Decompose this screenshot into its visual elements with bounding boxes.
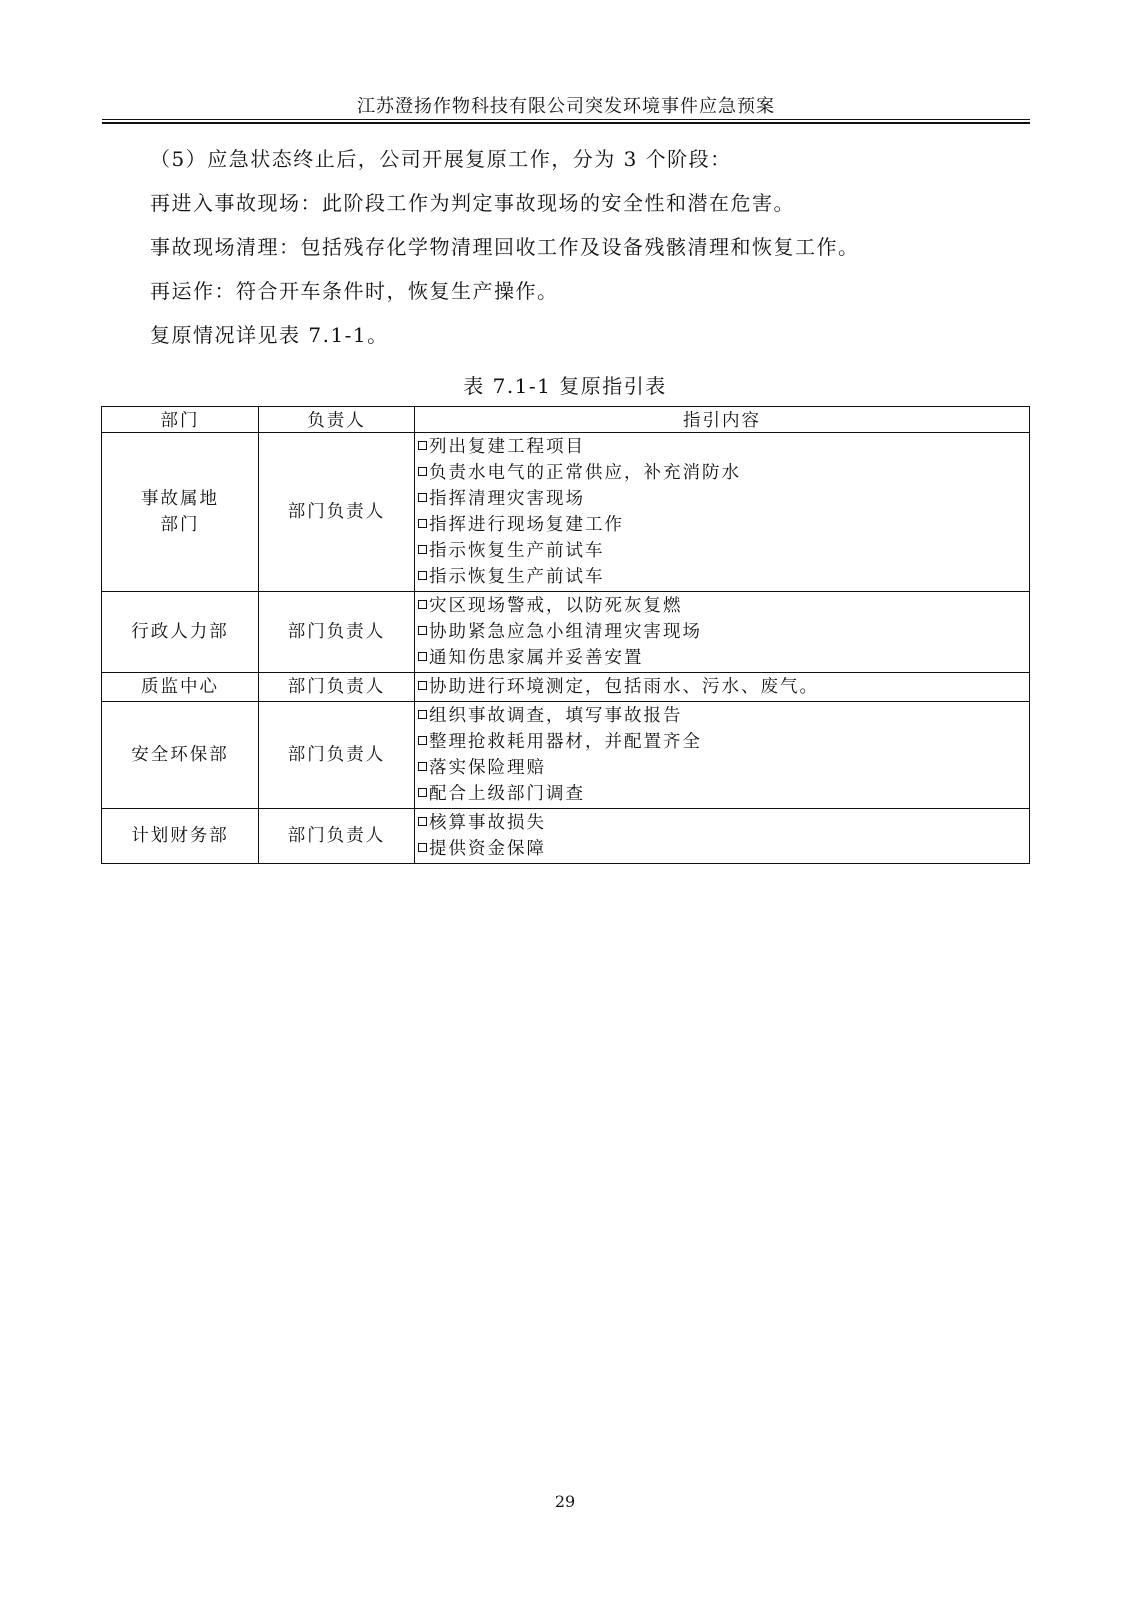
checkbox-icon <box>418 493 427 502</box>
checkbox-icon <box>418 710 427 719</box>
paragraph-reoperation: 再运作：符合开车条件时，恢复生产操作。 <box>150 279 559 303</box>
owner-cell: 部门负责人 <box>259 592 415 673</box>
department-cell: 计划财务部 <box>102 809 259 864</box>
document-header: 江苏澄扬作物科技有限公司突发环境事件应急预案 <box>357 96 775 117</box>
table-row <box>102 809 1030 864</box>
checkbox-icon <box>418 467 427 476</box>
checkbox-icon <box>418 571 427 580</box>
guide-item: 核算事故损失 <box>418 810 1029 836</box>
checkbox-icon <box>418 736 427 745</box>
guide-item: 列出复建工程项目 <box>418 434 1029 460</box>
header-owner: 负责人 <box>259 407 415 433</box>
guide-item: 负责水电气的正常供应，补充消防水 <box>418 460 1029 486</box>
header-department: 部门 <box>102 407 259 433</box>
department-cell: 行政人力部 <box>102 592 259 673</box>
table-header-row <box>102 407 1030 433</box>
recovery-guide-table <box>101 406 1030 864</box>
table-row <box>102 673 1030 702</box>
paragraph-site-cleanup: 事故现场清理：包括残存化学物清理回收工作及设备残骸清理和恢复工作。 <box>150 235 860 259</box>
guide-item: 提供资金保障 <box>418 836 1029 862</box>
table-row <box>102 702 1030 809</box>
checkbox-icon <box>418 843 427 852</box>
guide-item: 指挥清理灾害现场 <box>418 486 1029 512</box>
header-rule-thin <box>102 119 1030 120</box>
owner-cell: 部门负责人 <box>259 702 415 809</box>
guide-item: 指示恢复生产前试车 <box>418 564 1029 590</box>
guide-content-cell <box>415 433 1030 592</box>
checkbox-icon <box>418 519 427 528</box>
owner-cell: 部门负责人 <box>259 809 415 864</box>
checkbox-icon <box>418 652 427 661</box>
paragraph-reenter-site: 再进入事故现场：此阶段工作为判定事故现场的安全性和潜在危害。 <box>150 191 795 215</box>
checkbox-icon <box>418 817 427 826</box>
checkbox-icon <box>418 545 427 554</box>
owner-cell: 部门负责人 <box>259 433 415 592</box>
checkbox-icon <box>418 626 427 635</box>
guide-item: 指挥进行现场复建工作 <box>418 512 1029 538</box>
guide-item: 通知伤患家属并妥善安置 <box>418 645 1029 671</box>
guide-item: 灾区现场警戒，以防死灰复燃 <box>418 593 1029 619</box>
page-number: 29 <box>554 1492 576 1511</box>
department-cell <box>102 433 259 592</box>
checkbox-icon <box>418 788 427 797</box>
header-guide-content: 指引内容 <box>415 407 1030 433</box>
header-rule-thick <box>102 122 1030 124</box>
guide-item: 落实保险理赔 <box>418 755 1029 781</box>
guide-item: 整理抢救耗用器材，并配置齐全 <box>418 729 1029 755</box>
guide-content-cell <box>415 809 1030 864</box>
guide-content-cell <box>415 592 1030 673</box>
checkbox-icon <box>418 681 427 690</box>
table-row <box>102 433 1030 592</box>
guide-item: 配合上级部门调查 <box>418 781 1029 807</box>
department-cell: 质监中心 <box>102 673 259 702</box>
department-name: 事故属地 <box>141 489 219 509</box>
guide-item: 协助进行环境测定，包括雨水、污水、废气。 <box>418 674 1029 700</box>
guide-item: 组织事故调查，填写事故报告 <box>418 703 1029 729</box>
checkbox-icon <box>418 762 427 771</box>
guide-content-cell <box>415 702 1030 809</box>
department-name-line2: 部门 <box>160 515 200 535</box>
department-cell: 安全环保部 <box>102 702 259 809</box>
guide-item: 协助紧急应急小组清理灾害现场 <box>418 619 1029 645</box>
guide-item: 指示恢复生产前试车 <box>418 538 1029 564</box>
paragraph-table-reference: 复原情况详见表 7.1-1。 <box>150 323 389 347</box>
owner-cell: 部门负责人 <box>259 673 415 702</box>
paragraph-recovery-phases: （5）应急状态终止后，公司开展复原工作，分为 3 个阶段： <box>150 147 732 171</box>
checkbox-icon <box>418 441 427 450</box>
table-caption: 表 7.1-1 复原指引表 <box>463 374 667 398</box>
table-row <box>102 592 1030 673</box>
guide-content-cell <box>415 673 1030 702</box>
checkbox-icon <box>418 600 427 609</box>
